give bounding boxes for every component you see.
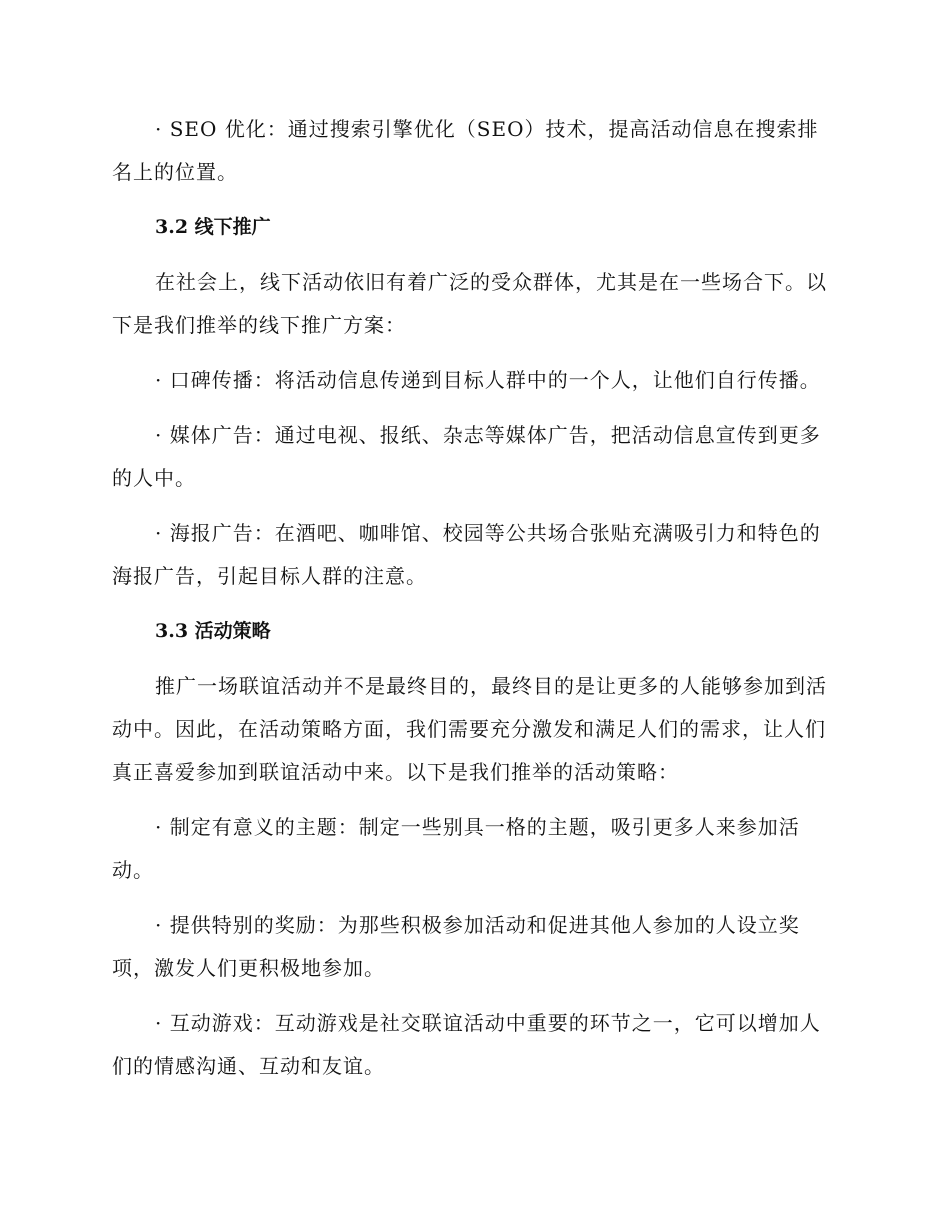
bullet-special-rewards: · 提供特别的奖励：为那些积极参加活动和促进其他人参加的人设立奖项，激发人们更积极地参加。 [112, 913, 800, 980]
spacer [112, 249, 836, 261]
spacer [112, 347, 836, 359]
section-heading-activity-strategy: 3.3 活动策略 [155, 620, 271, 642]
bullet-poster-ads: · 海报广告：在酒吧、咖啡馆、校园等公共场合张贴充满吸引力和特色的海报广告，引起目标人群的注意。 [112, 521, 821, 588]
spacer [112, 402, 836, 414]
spacer [112, 194, 836, 206]
spacer [112, 990, 836, 1002]
section-heading-offline-promotion: 3.2 线下推广 [155, 216, 271, 238]
spacer [112, 653, 836, 665]
spacer [112, 598, 836, 610]
spacer [112, 794, 836, 806]
bullet-interactive-games: · 互动游戏：互动游戏是社交联谊活动中重要的环节之一，它可以增加人们的情感沟通、互动和友谊。 [112, 1011, 821, 1078]
spacer [112, 892, 836, 904]
bullet-meaningful-theme: · 制定有意义的主题：制定一些别具一格的主题，吸引更多人来参加活动。 [112, 815, 800, 882]
bullet-seo: · SEO 优化：通过搜索引擎优化（SEO）技术，提高活动信息在搜索排名上的位置。 [112, 117, 819, 184]
paragraph-strategy-intro: 推广一场联谊活动并不是最终目的，最终目的是让更多的人能够参加到活动中。因此，在活动策略方面，我们需要充分激发和满足人们的需求，让人们真正喜爱参加到联谊活动中来。以下是我们推举的活动策略： [112, 674, 827, 784]
paragraph-offline-intro: 在社会上，线下活动依旧有着广泛的受众群体，尤其是在一些场合下。以下是我们推举的线下推广方案： [112, 270, 827, 337]
bullet-media-ads: · 媒体广告：通过电视、报纸、杂志等媒体广告，把活动信息宣传到更多的人中。 [112, 423, 821, 490]
document-page [112, 108, 836, 1088]
bullet-word-of-mouth: · 口碑传播：将活动信息传递到目标人群中的一个人，让他们自行传播。 [155, 368, 821, 392]
spacer [112, 500, 836, 512]
